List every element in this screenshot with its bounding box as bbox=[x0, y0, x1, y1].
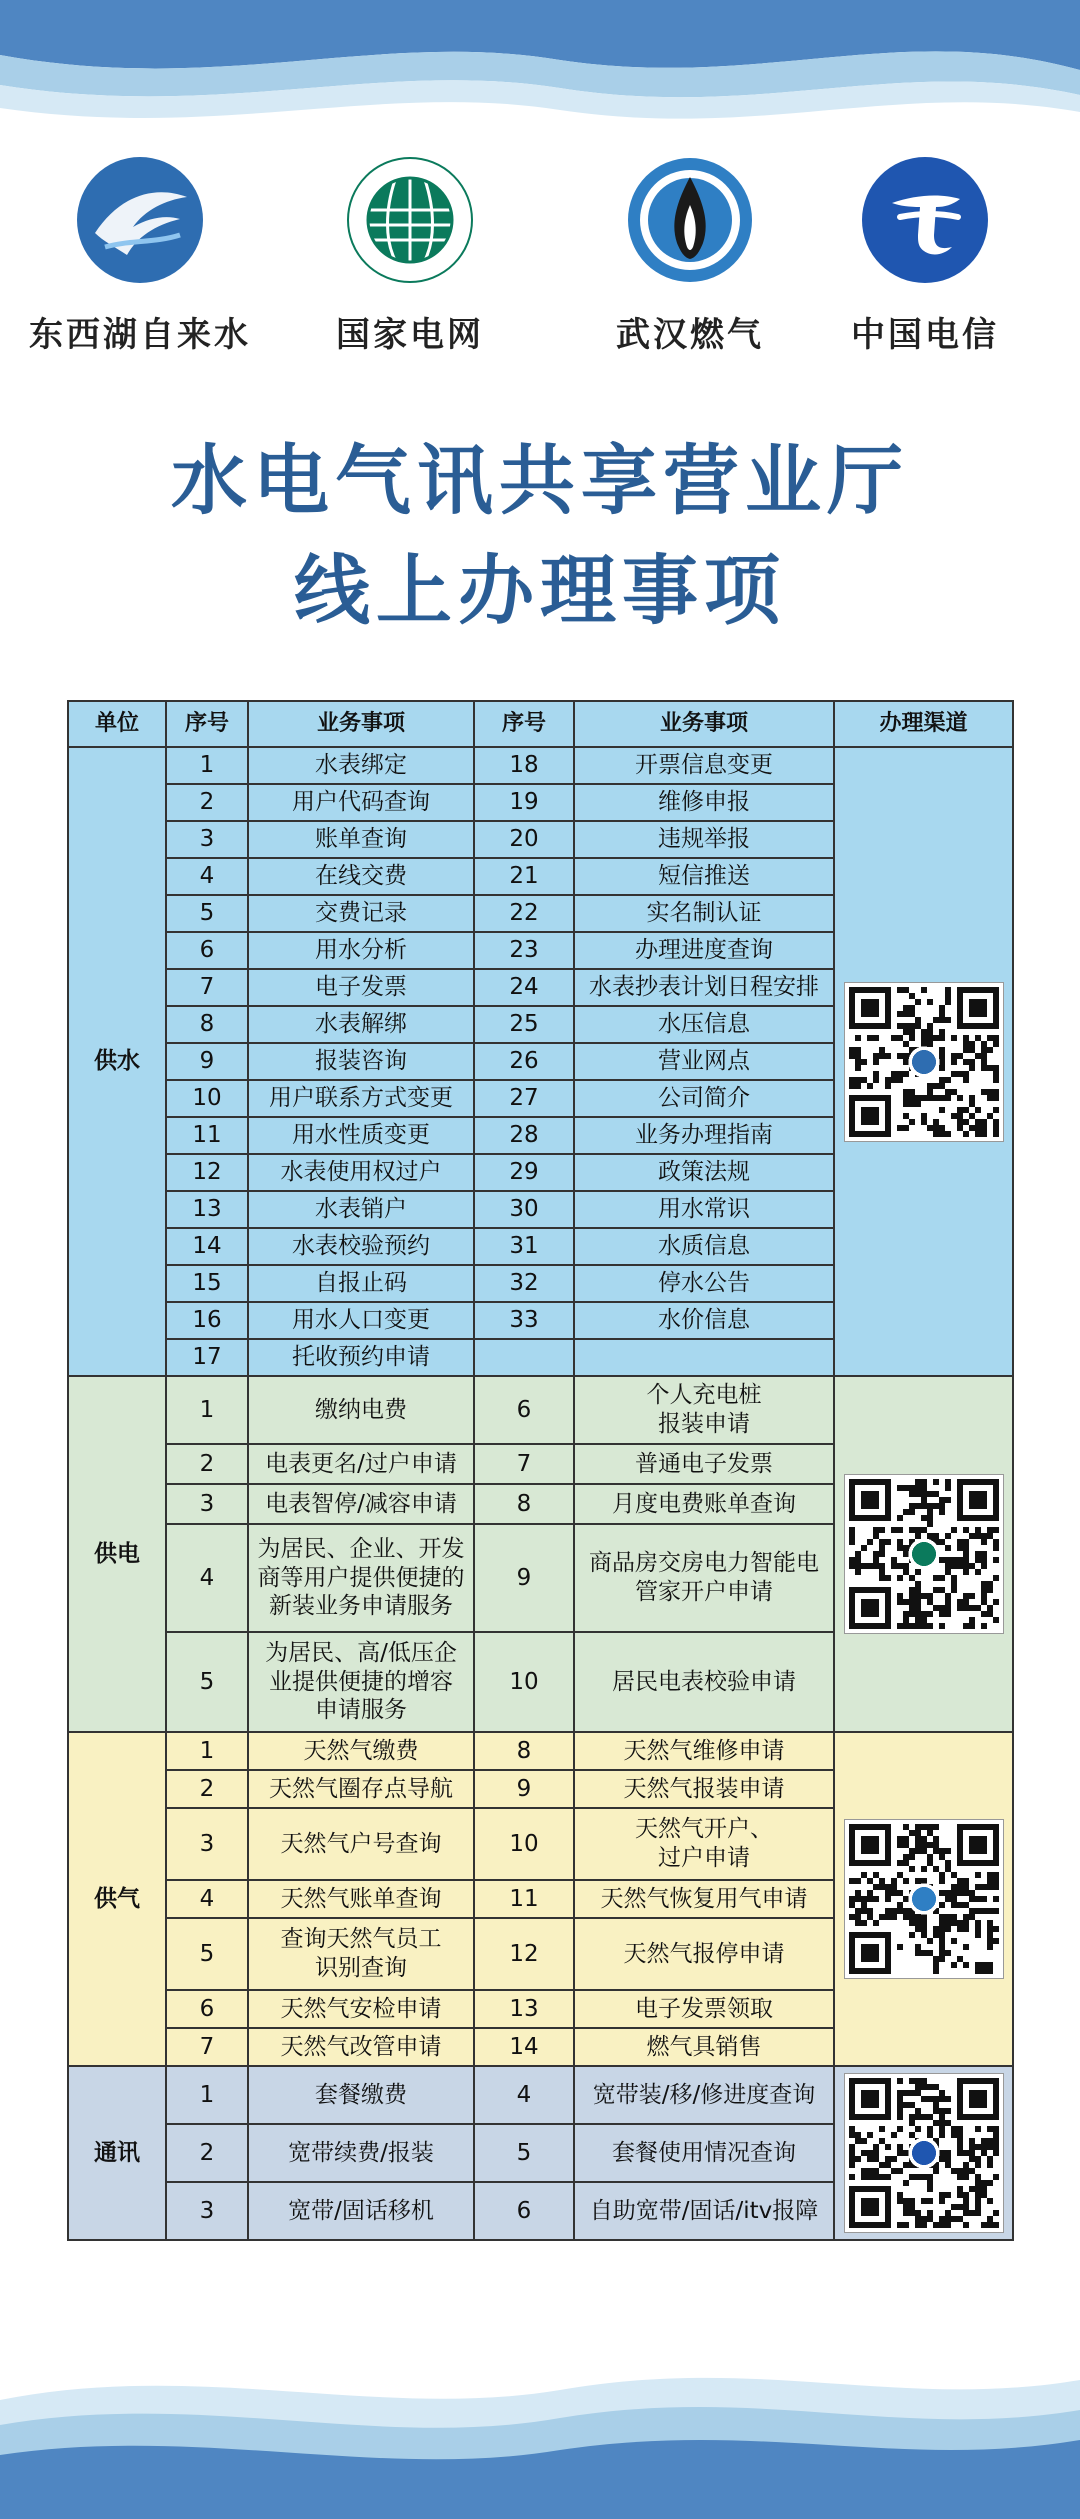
service-cell: 水表抄表计划日程安排 bbox=[574, 969, 834, 1006]
service-cell: 天然气安检申请 bbox=[248, 1990, 474, 2028]
service-cell: 为居民、高/低压企 业提供便捷的增容 申请服务 bbox=[248, 1632, 474, 1732]
service-cell: 用户联系方式变更 bbox=[248, 1080, 474, 1117]
table-header-row bbox=[68, 701, 1013, 747]
table-row bbox=[68, 747, 1013, 784]
service-cell: 水表绑定 bbox=[248, 747, 474, 784]
header-index-1: 序号 bbox=[166, 701, 248, 747]
service-cell: 自助宽带/固话/itv报障 bbox=[574, 2182, 834, 2240]
index-cell: 30 bbox=[474, 1191, 574, 1228]
index-cell: 11 bbox=[166, 1117, 248, 1154]
service-cell: 燃气具销售 bbox=[574, 2028, 834, 2066]
header-index-2: 序号 bbox=[474, 701, 574, 747]
services-table bbox=[67, 700, 1014, 2241]
logo-grid-name: 国家电网 bbox=[336, 315, 484, 355]
logo-gas bbox=[570, 155, 810, 356]
service-cell: 交费记录 bbox=[248, 895, 474, 932]
index-cell: 21 bbox=[474, 858, 574, 895]
service-cell: 业务办理指南 bbox=[574, 1117, 834, 1154]
index-cell: 25 bbox=[474, 1006, 574, 1043]
index-cell: 5 bbox=[474, 2124, 574, 2182]
service-cell: 天然气恢复用气申请 bbox=[574, 1880, 834, 1918]
logo-water bbox=[20, 155, 260, 356]
service-cell: 商品房交房电力智能电 管家开户申请 bbox=[574, 1524, 834, 1632]
index-cell: 5 bbox=[166, 1632, 248, 1732]
logo-telecom bbox=[805, 155, 1045, 356]
logo-grid bbox=[290, 155, 530, 356]
index-cell: 19 bbox=[474, 784, 574, 821]
index-cell: 7 bbox=[166, 2028, 248, 2066]
index-cell: 10 bbox=[474, 1632, 574, 1732]
service-cell: 用水分析 bbox=[248, 932, 474, 969]
index-cell: 1 bbox=[166, 1732, 248, 1770]
service-cell: 报装咨询 bbox=[248, 1043, 474, 1080]
service-cell: 用水人口变更 bbox=[248, 1302, 474, 1339]
service-cell: 水表销户 bbox=[248, 1191, 474, 1228]
electric-qr-code-icon[interactable] bbox=[845, 1475, 1003, 1633]
index-cell: 9 bbox=[166, 1043, 248, 1080]
index-cell: 15 bbox=[166, 1265, 248, 1302]
service-cell: 水质信息 bbox=[574, 1228, 834, 1265]
index-cell: 1 bbox=[166, 747, 248, 784]
service-cell: 违规举报 bbox=[574, 821, 834, 858]
service-cell: 居民电表校验申请 bbox=[574, 1632, 834, 1732]
index-cell: 32 bbox=[474, 1265, 574, 1302]
service-cell: 个人充电桩 报装申请 bbox=[574, 1376, 834, 1444]
page-title-line-1: 水电气讯共享营业厅 bbox=[171, 436, 909, 525]
unit-cell-electric: 供电 bbox=[68, 1376, 166, 1732]
header-service-2: 业务事项 bbox=[574, 701, 834, 747]
index-cell: 12 bbox=[474, 1918, 574, 1990]
index-cell: 33 bbox=[474, 1302, 574, 1339]
service-cell: 套餐使用情况查询 bbox=[574, 2124, 834, 2182]
service-cell: 宽带装/移/修进度查询 bbox=[574, 2066, 834, 2124]
service-cell: 查询天然气员工 识别查询 bbox=[248, 1918, 474, 1990]
index-cell: 3 bbox=[166, 821, 248, 858]
service-cell: 缴纳电费 bbox=[248, 1376, 474, 1444]
service-cell: 用水常识 bbox=[574, 1191, 834, 1228]
service-cell: 天然气改管申请 bbox=[248, 2028, 474, 2066]
index-cell: 5 bbox=[166, 895, 248, 932]
index-cell: 2 bbox=[166, 1770, 248, 1808]
service-cell: 为居民、企业、开发 商等用户提供便捷的 新装业务申请服务 bbox=[248, 1524, 474, 1632]
index-cell: 9 bbox=[474, 1524, 574, 1632]
index-cell: 2 bbox=[166, 1444, 248, 1484]
service-cell: 宽带/固话移机 bbox=[248, 2182, 474, 2240]
index-cell: 11 bbox=[474, 1880, 574, 1918]
service-cell: 开票信息变更 bbox=[574, 747, 834, 784]
unit-cell-water: 供水 bbox=[68, 747, 166, 1376]
index-cell: 17 bbox=[166, 1339, 248, 1376]
index-cell: 14 bbox=[474, 2028, 574, 2066]
index-cell: 8 bbox=[474, 1484, 574, 1524]
index-cell: 4 bbox=[166, 858, 248, 895]
service-cell: 公司简介 bbox=[574, 1080, 834, 1117]
table-row bbox=[68, 2066, 1013, 2124]
index-cell: 2 bbox=[166, 2124, 248, 2182]
service-cell: 水压信息 bbox=[574, 1006, 834, 1043]
index-cell: 1 bbox=[166, 1376, 248, 1444]
service-cell: 办理进度查询 bbox=[574, 932, 834, 969]
index-cell: 6 bbox=[166, 932, 248, 969]
telecom-qr-code-icon[interactable] bbox=[845, 2074, 1003, 2232]
table-row bbox=[68, 1732, 1013, 1770]
index-cell: 14 bbox=[166, 1228, 248, 1265]
logo-gas-name: 武汉燃气 bbox=[616, 315, 764, 355]
service-cell: 电表智停/减容申请 bbox=[248, 1484, 474, 1524]
state-grid-logo-icon bbox=[345, 155, 475, 285]
service-cell: 电表更名/过户申请 bbox=[248, 1444, 474, 1484]
service-cell: 水表校验预约 bbox=[248, 1228, 474, 1265]
service-cell: 自报止码 bbox=[248, 1265, 474, 1302]
index-cell: 24 bbox=[474, 969, 574, 1006]
table-row bbox=[68, 1376, 1013, 1444]
service-cell: 宽带续费/报装 bbox=[248, 2124, 474, 2182]
service-cell: 天然气报停申请 bbox=[574, 1918, 834, 1990]
water-qr-code-icon[interactable] bbox=[845, 983, 1003, 1141]
index-cell: 3 bbox=[166, 2182, 248, 2240]
index-cell: 10 bbox=[474, 1808, 574, 1880]
service-cell: 天然气开户、 过户申请 bbox=[574, 1808, 834, 1880]
index-cell: 22 bbox=[474, 895, 574, 932]
index-cell: 13 bbox=[474, 1990, 574, 2028]
index-cell: 3 bbox=[166, 1484, 248, 1524]
service-cell: 用水性质变更 bbox=[248, 1117, 474, 1154]
index-cell: 4 bbox=[474, 2066, 574, 2124]
gas-flame-logo-icon bbox=[625, 155, 755, 285]
header-channel: 办理渠道 bbox=[834, 701, 1013, 747]
index-cell: 13 bbox=[166, 1191, 248, 1228]
index-cell: 18 bbox=[474, 747, 574, 784]
header-service-1: 业务事项 bbox=[248, 701, 474, 747]
unit-cell-gas: 供气 bbox=[68, 1732, 166, 2066]
service-cell: 天然气户号查询 bbox=[248, 1808, 474, 1880]
index-cell: 8 bbox=[474, 1732, 574, 1770]
gas-qr-code-icon[interactable] bbox=[845, 1820, 1003, 1978]
bottom-wave-decoration bbox=[0, 2340, 1080, 2519]
index-cell: 16 bbox=[166, 1302, 248, 1339]
channel-cell-electric bbox=[834, 1376, 1013, 1732]
index-cell: 1 bbox=[166, 2066, 248, 2124]
service-cell: 在线交费 bbox=[248, 858, 474, 895]
page-title-line-2: 线上办理事项 bbox=[294, 546, 786, 635]
index-cell bbox=[474, 1339, 574, 1376]
partner-logos bbox=[0, 155, 1080, 375]
service-cell: 电子发票领取 bbox=[574, 1990, 834, 2028]
channel-cell-telecom bbox=[834, 2066, 1013, 2240]
index-cell: 6 bbox=[474, 1376, 574, 1444]
index-cell: 5 bbox=[166, 1918, 248, 1990]
service-cell: 天然气维修申请 bbox=[574, 1732, 834, 1770]
service-cell: 短信推送 bbox=[574, 858, 834, 895]
service-cell: 维修申报 bbox=[574, 784, 834, 821]
service-cell: 套餐缴费 bbox=[248, 2066, 474, 2124]
service-cell: 停水公告 bbox=[574, 1265, 834, 1302]
service-cell: 账单查询 bbox=[248, 821, 474, 858]
index-cell: 12 bbox=[166, 1154, 248, 1191]
index-cell: 26 bbox=[474, 1043, 574, 1080]
index-cell: 7 bbox=[166, 969, 248, 1006]
header-unit: 单位 bbox=[68, 701, 166, 747]
index-cell: 8 bbox=[166, 1006, 248, 1043]
index-cell: 2 bbox=[166, 784, 248, 821]
unit-cell-telecom: 通讯 bbox=[68, 2066, 166, 2240]
service-cell: 水表解绑 bbox=[248, 1006, 474, 1043]
index-cell: 31 bbox=[474, 1228, 574, 1265]
service-cell: 水表使用权过户 bbox=[248, 1154, 474, 1191]
index-cell: 3 bbox=[166, 1808, 248, 1880]
service-cell: 政策法规 bbox=[574, 1154, 834, 1191]
index-cell: 29 bbox=[474, 1154, 574, 1191]
service-cell: 月度电费账单查询 bbox=[574, 1484, 834, 1524]
index-cell: 6 bbox=[166, 1990, 248, 2028]
service-cell: 托收预约申请 bbox=[248, 1339, 474, 1376]
logo-water-name: 东西湖自来水 bbox=[29, 315, 251, 355]
index-cell: 23 bbox=[474, 932, 574, 969]
service-cell: 营业网点 bbox=[574, 1043, 834, 1080]
service-cell: 电子发票 bbox=[248, 969, 474, 1006]
channel-cell-water bbox=[834, 747, 1013, 1376]
logo-telecom-name: 中国电信 bbox=[851, 315, 999, 355]
channel-cell-gas bbox=[834, 1732, 1013, 2066]
top-wave-decoration bbox=[0, 0, 1080, 150]
service-cell bbox=[574, 1339, 834, 1376]
index-cell: 20 bbox=[474, 821, 574, 858]
index-cell: 27 bbox=[474, 1080, 574, 1117]
service-cell: 水价信息 bbox=[574, 1302, 834, 1339]
index-cell: 6 bbox=[474, 2182, 574, 2240]
water-bird-logo-icon bbox=[75, 155, 205, 285]
index-cell: 7 bbox=[474, 1444, 574, 1484]
service-cell: 用户代码查询 bbox=[248, 784, 474, 821]
service-cell: 天然气报装申请 bbox=[574, 1770, 834, 1808]
index-cell: 10 bbox=[166, 1080, 248, 1117]
index-cell: 4 bbox=[166, 1880, 248, 1918]
index-cell: 28 bbox=[474, 1117, 574, 1154]
service-cell: 实名制认证 bbox=[574, 895, 834, 932]
service-cell: 天然气账单查询 bbox=[248, 1880, 474, 1918]
index-cell: 9 bbox=[474, 1770, 574, 1808]
china-telecom-logo-icon bbox=[860, 155, 990, 285]
index-cell: 4 bbox=[166, 1524, 248, 1632]
service-cell: 普通电子发票 bbox=[574, 1444, 834, 1484]
service-cell: 天然气圈存点导航 bbox=[248, 1770, 474, 1808]
service-cell: 天然气缴费 bbox=[248, 1732, 474, 1770]
